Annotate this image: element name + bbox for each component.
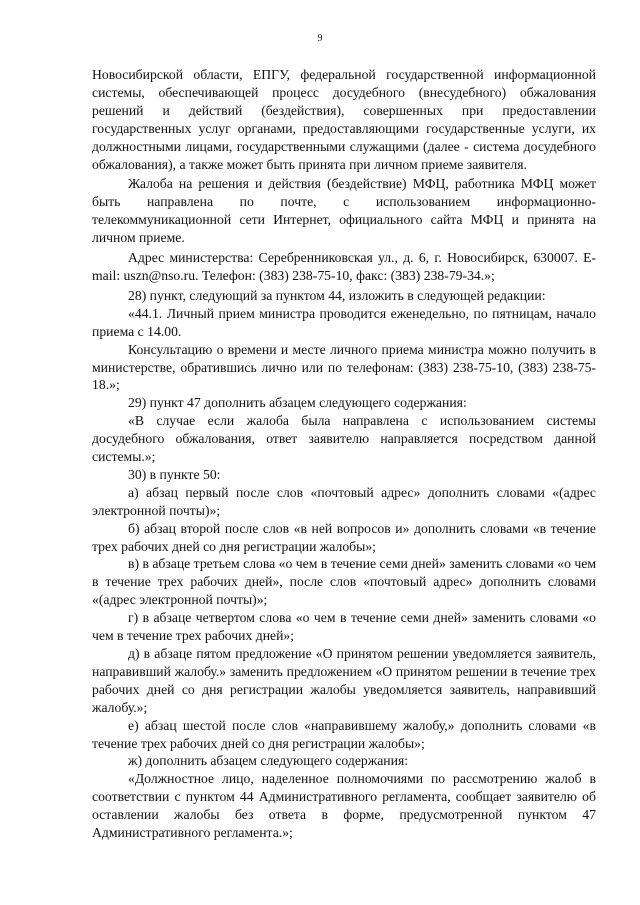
paragraph-sub-d: д) в абзаце пятом предложение «О принятом решении уведомляется заявитель, направивший жалобу.» заменить предложением «О принятом решении в течение трех рабочих дней со дня регистрации жалобы уведомляется заявитель, направивший жалобу.»; [92,646,596,715]
paragraph-sub-zh: ж) дополнить абзацем следующего содержания: [128,753,409,769]
paragraph-item-29: 29) пункт 47 дополнить абзацем следующего содержания: [128,395,467,411]
paragraph-continuation: Новосибирской области, ЕПГУ, федеральной государственной информационной системы, обеспечивающей процесс досудебного (внесудебного) обжалования решений и действий (бездействия), совершенных при предоставлении государственных услуг органами, предоставляющими государственные услуги, их должностными лицами, государственными служащими (далее - система досудебного обжалования), а также может быть принята при личном приеме заявителя. [92,67,596,172]
paragraph-sub-v: в) в абзаце третьем слова «о чем в течение семи дней» заменить словами «о чем в течение трех рабочих дней», после слов «почтовый адрес» дополнить словами «(адрес электронной почты)»; [92,556,596,608]
paragraph-item-30: 30) в пункте 50: [128,466,221,482]
paragraph-mfc-complaint: Жалоба на решения и действия (бездействие) МФЦ, работника МФЦ может быть направлена по почте, с использованием информационно-телекоммуникационной сети Интернет, официального сайта МФЦ и принята на личном приеме. [92,176,596,246]
paragraph-system-answer: «В случае если жалоба была направлена с использованием системы досудебного обжалования, ответ заявителю направляется посредством данной системы.»; [92,413,596,465]
paragraph-ministry-address: Адрес министерства: Серебренниковская ул., д. 6, г. Новосибирск, 630007. E-mail: uszn@nso.ru. Телефон: (383) 238-75-10, факс: (383) 238-79-34.»; [92,250,596,283]
document-body [92,66,596,842]
paragraph-consultation: Консультацию о времени и месте личного приема министра можно получить в министерстве, обратившись лично или по телефонам: (383) 238-75-10, (383) 238-75-18.»; [92,341,596,393]
paragraph-item-28: 28) пункт, следующий за пунктом 44, изложить в следующей редакции: [128,287,546,303]
paragraph-sub-b: б) абзац второй после слов «в ней вопросов и» дополнить словами «в течение трех рабочих дней со дня регистрации жалобы»; [92,520,596,554]
paragraph-44-1: «44.1. Личный прием министра проводится еженедельно, по пятницам, начало приема с 14.00. [92,305,596,339]
paragraph-sub-a: а) абзац первый после слов «почтовый адрес» дополнить словами «(адрес электронной почты)»; [92,484,596,518]
page-number: 9 [317,33,323,44]
paragraph-sub-e: е) абзац шестой после слов «направившему жалобу,» дополнить словами «в течение трех рабочих дней со дня регистрации жалобы»; [92,717,596,751]
paragraph-sub-g: г) в абзаце четвертом слова «о чем в течение семи дней» заменить словами «о чем в течение трех рабочих дней»; [92,610,596,644]
paragraph-official-notice: «Должностное лицо, наделенное полномочиями по рассмотрению жалоб в соответствии с пунктом 44 Административного регламента, сообщает заявителю об оставлении жалобы без ответа в форме, предусмотренной пунктом 47 Административного регламента.»; [92,771,596,841]
